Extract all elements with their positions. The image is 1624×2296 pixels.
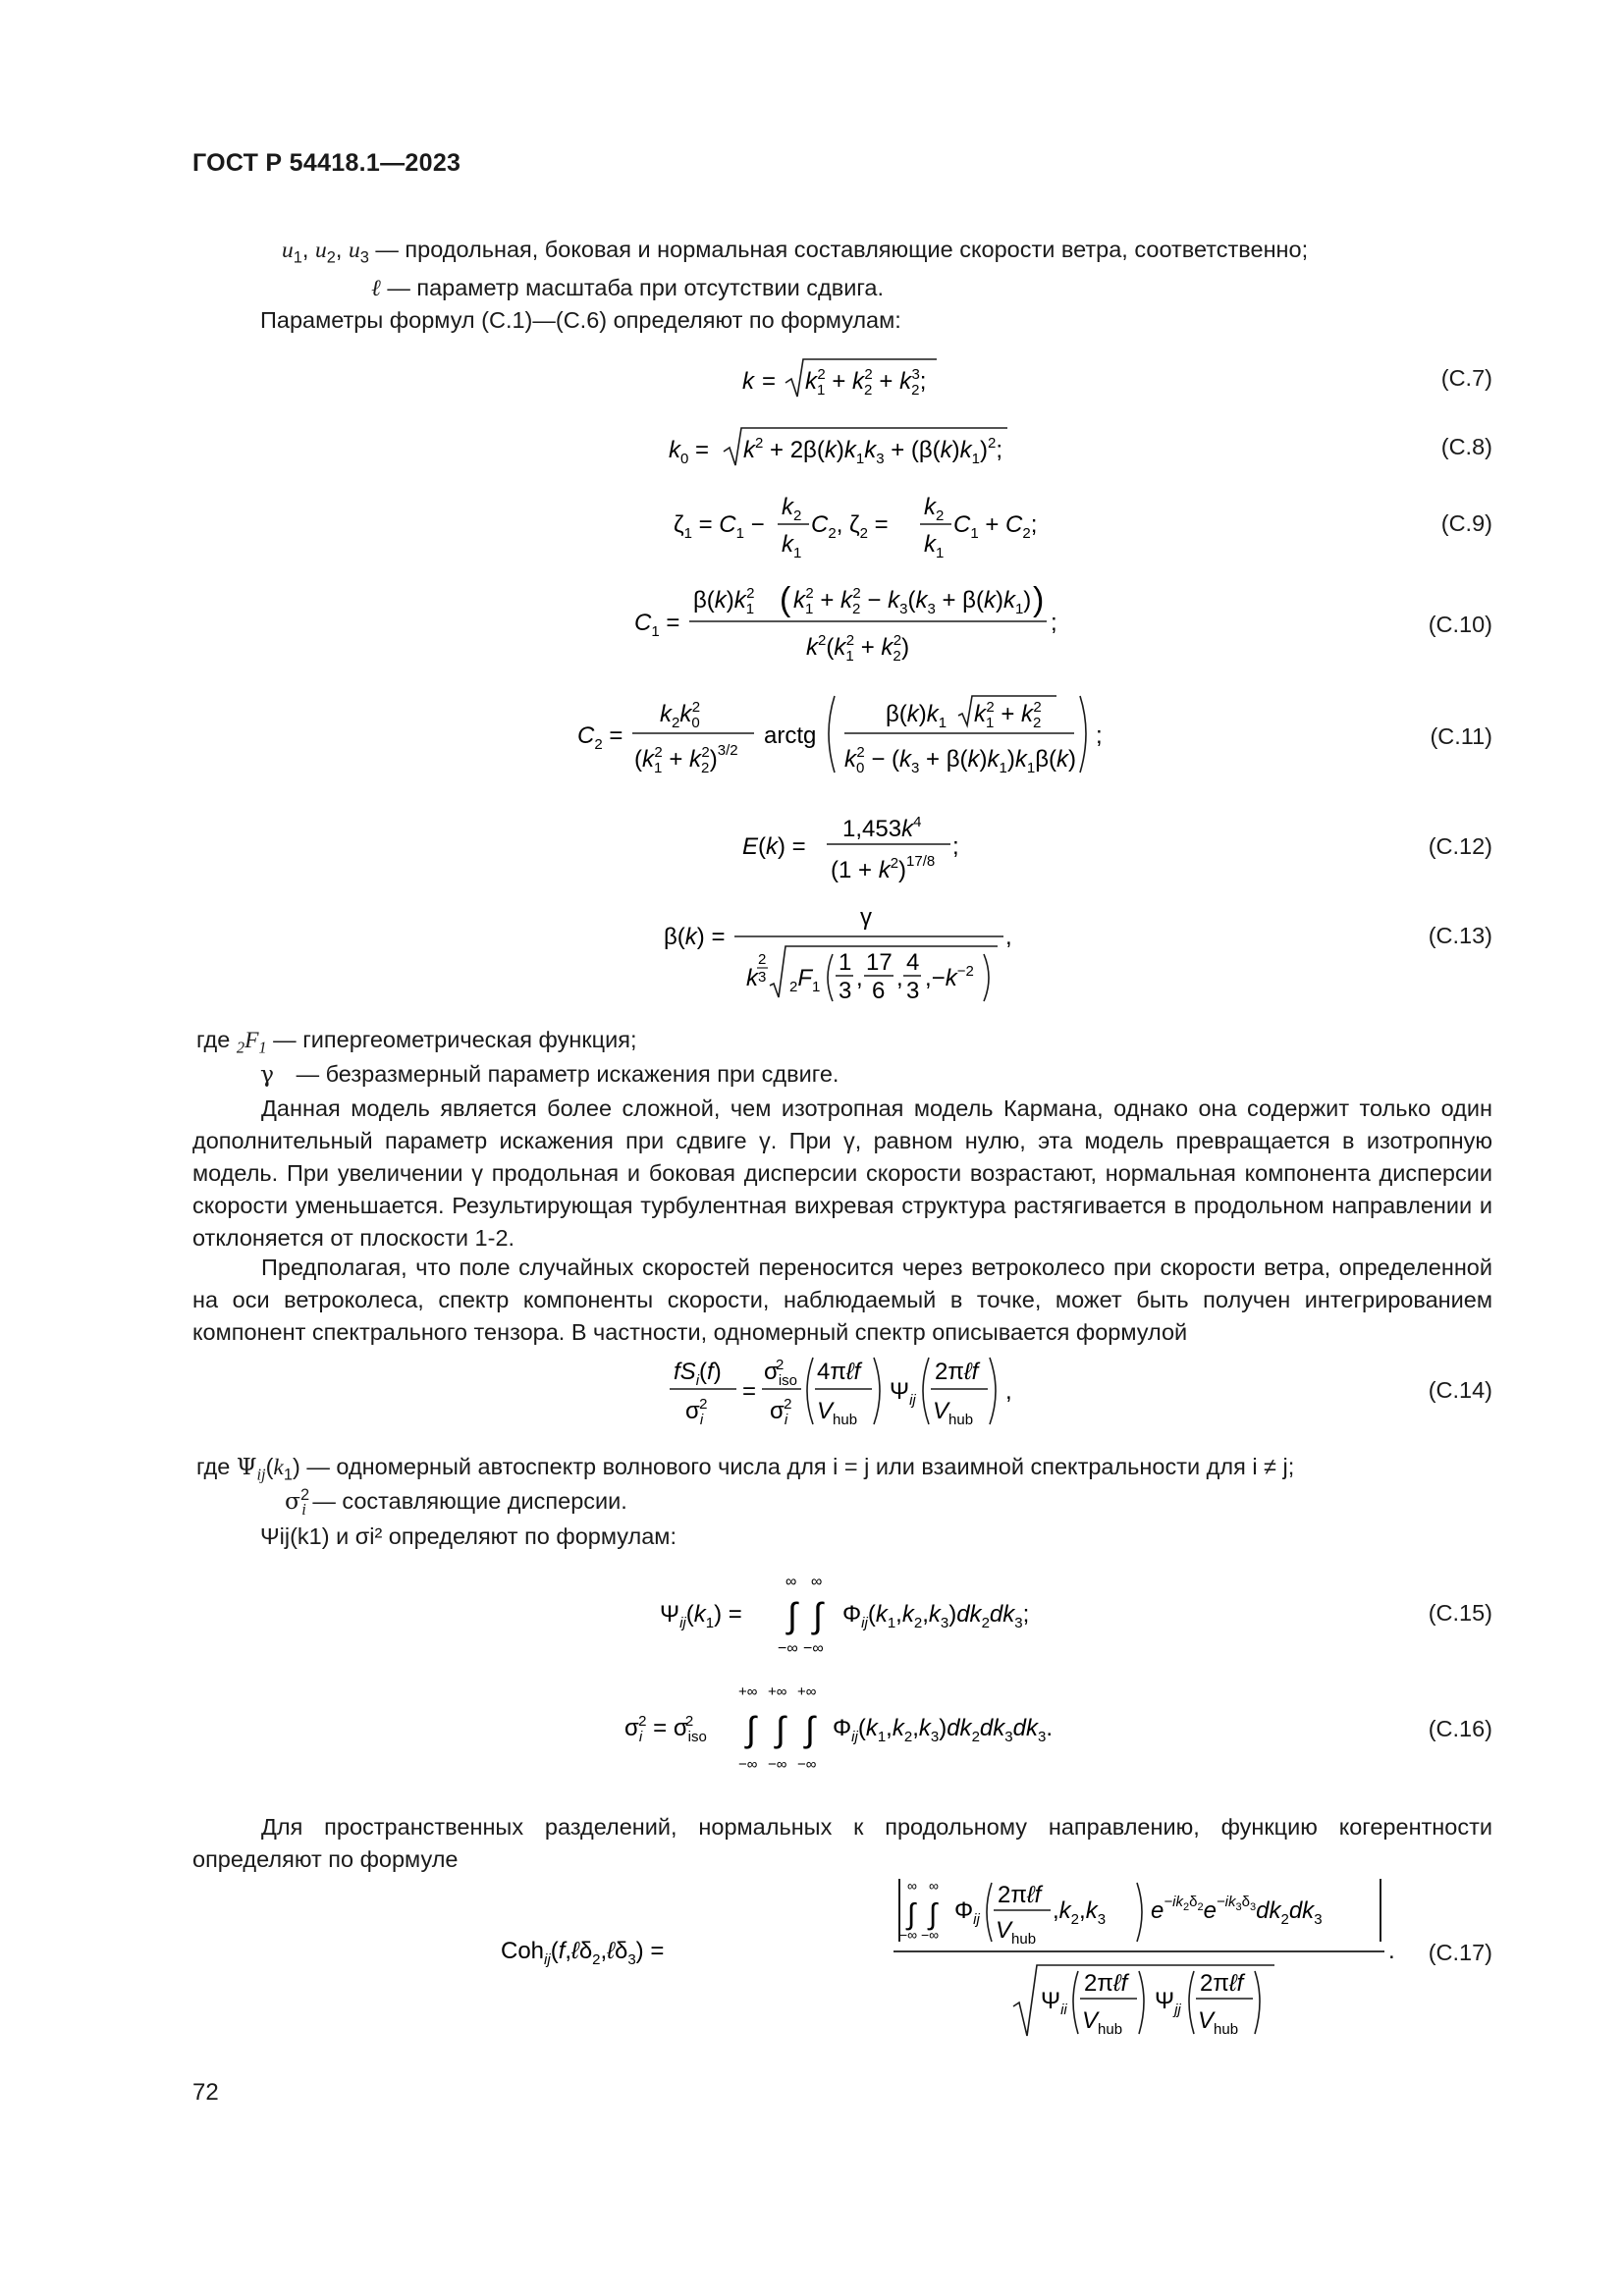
svg-text:): ) — [1033, 581, 1045, 618]
svg-text:(: ( — [780, 581, 791, 618]
svg-text:17: 17 — [866, 949, 893, 976]
equation-c7 — [192, 355, 1492, 404]
svg-text:+∞: +∞ — [797, 1683, 817, 1700]
svg-text:∫: ∫ — [787, 1595, 797, 1635]
equation-c13-number: (С.13) — [1428, 923, 1492, 948]
svg-text:β(k)k12: $\beta(k)k_12$ — [693, 585, 755, 617]
equation-c14 — [192, 1350, 1492, 1433]
svg-text:σi2: $\sigma_i2$ — [685, 1396, 708, 1428]
equation-c7-number: (С.7) — [1440, 365, 1492, 391]
page-number: 72 — [192, 2079, 219, 2106]
svg-text:(k12 + k22)3/2: $(k_12 + k_22)^{3/2}$ — [634, 742, 738, 776]
svg-text:γ: γ — [860, 904, 872, 931]
svg-text:Ψii: $\Psi_{ii}$ — [1041, 1988, 1067, 2018]
definition-gamma — [260, 1058, 839, 1091]
svg-text:Cohij(f,ℓδ2,ℓδ3) =: Coh$_{ij}$(f,ℓδ$_2$,ℓδ$_3$) = — [501, 1938, 665, 1968]
svg-text:k0 =: $k_0$ = — [669, 437, 710, 467]
formula-intro: Параметры формул (С.1)—(С.6) определяют по формулам: — [260, 307, 901, 333]
svg-text:Φij(k1,k2,k3)dk2dk3dk3.: $\Phi_{ij}(k_1,k_2,k_3)dk_2dk_3dk_3$. — [833, 1715, 1053, 1745]
svg-text:ζ1 = C1 −: $\zeta_1 = C_1$ − — [674, 511, 765, 542]
equation-c10 — [192, 574, 1492, 667]
svg-text:arctg: arctg — [764, 722, 817, 749]
svg-text:k2(k12 + k22): $k^2(k_12 + k_22)$ — [806, 632, 910, 665]
equation-c12-body — [742, 807, 978, 892]
svg-text:β(k) =: β(k) = — [664, 924, 726, 950]
document-header: ГОСТ Р 54418.1—2023 — [192, 149, 461, 177]
svg-text:4πℓf: 4πℓf — [817, 1359, 861, 1385]
equation-c13 — [192, 901, 1492, 1009]
svg-text:∫: ∫ — [776, 1709, 785, 1749]
equation-c8 — [192, 424, 1492, 473]
svg-text:β(k)k1: $\beta(k)k_1$ — [886, 701, 947, 731]
svg-text:∫: ∫ — [929, 1898, 938, 1931]
equation-c16-body — [624, 1681, 1096, 1782]
equation-c14-number: (С.14) — [1428, 1377, 1492, 1403]
svg-text:2πℓf: 2πℓf — [998, 1882, 1042, 1908]
paragraph-model-description: Данная модель является более сложной, чем изотропная модель Кармана, однако она содержит только один дополнительный параметр искажения при сдвиге γ. При γ, равном нулю, эта модель превращается в изотропную модель. При увеличении γ продольная и боковая дисперсии скорости возрастают, нормальная компонента дисперсии скорости уменьшается. Результирующая турбулентная вихревая структура растягивается в продольном направлении и отклоняется от плоскости 1-2. — [192, 1095, 1492, 1251]
svg-text:k02 − (k3 + β(k)k1)k1β(k): $k_02 - (k_3 + \beta(k)k_1)k_1\beta(k)$ — [844, 744, 1077, 776]
svg-text:k2 + 2β(k)k1k3 + (β(k)k1)2;: $k^2 + 2\beta(k)k_1k_3 + (\beta(k)k_1)^2$; — [743, 435, 1003, 467]
svg-text:3: 3 — [906, 978, 920, 1004]
where-label-2: где — [196, 1454, 231, 1479]
svg-text:,k2,k3: $,k_2,k_3$ — [1053, 1897, 1107, 1928]
svg-text:2πℓf: 2πℓf — [1084, 1970, 1128, 1997]
definition-f21: где $_2F_1$ — гипергеометрическая функция; — [196, 1027, 637, 1057]
definition-scale-text: — параметр масштаба при отсутствии сдвига. — [387, 275, 885, 300]
equation-c17-body — [501, 1875, 1404, 2049]
equation-c11-body — [577, 682, 1137, 797]
paragraph-coherence: Для пространственных разделений, нормальных к продольному направлению, функцию когерентности определяют по формуле — [192, 1814, 1492, 1872]
svg-text:2πℓf: 2πℓf — [1200, 1970, 1244, 1997]
svg-text:−∞: −∞ — [921, 1927, 940, 1943]
svg-text:2F1: $_2F_1$ — [789, 965, 821, 995]
ell-symbol: ℓ — [371, 276, 381, 301]
equation-c16 — [192, 1681, 1492, 1775]
svg-text:,: , — [1005, 924, 1012, 950]
svg-text:(1 + k2)17/8: $(1 + k^2)^{17/8}$ — [831, 853, 936, 883]
svg-text:6: 6 — [872, 978, 886, 1004]
svg-text:−∞: −∞ — [768, 1756, 787, 1773]
svg-text:=: = — [742, 1378, 757, 1405]
svg-text:∫: ∫ — [813, 1595, 823, 1635]
equation-c9-number: (С.9) — [1440, 510, 1492, 536]
equation-c9 — [192, 491, 1492, 560]
svg-text:,: , — [1005, 1378, 1012, 1405]
definition-gamma-text: — безразмерный параметр искажения при сдвиге. — [296, 1061, 839, 1087]
determined-by: Ψij(k1) и σi² определяют по формулам: — [260, 1523, 677, 1549]
svg-text:−∞: −∞ — [803, 1640, 824, 1657]
equation-c11 — [192, 682, 1492, 790]
svg-text:k: k — [746, 965, 758, 991]
gamma-symbol: γ — [260, 1060, 275, 1088]
svg-text:∫: ∫ — [805, 1709, 815, 1749]
svg-text:C2 =: $C_2$ = — [577, 722, 623, 753]
definition-psi-text: — одномерный автоспектр волнового числа для i = j или взаимной спектральности для i ≠ j; — [306, 1454, 1295, 1479]
svg-text:k1: $k_1$ — [782, 531, 802, 561]
svg-text:fSi(f): $fS_i(f)$ — [674, 1359, 722, 1389]
svg-text:k2: $k_2$ — [782, 494, 802, 524]
svg-text:−∞: −∞ — [738, 1756, 758, 1773]
svg-text:∞: ∞ — [929, 1878, 939, 1894]
svg-text:C1 =: $C_1$ = — [634, 610, 680, 640]
svg-text:∞: ∞ — [907, 1878, 917, 1894]
equation-c17 — [192, 1875, 1492, 2042]
svg-text:,: , — [896, 965, 903, 991]
svg-text:k2k02: $k_2k_02$ — [660, 699, 701, 731]
svg-text:4: 4 — [906, 949, 920, 976]
definition-u-text: — продольная, боковая и нормальная составляющие скорости ветра, соответственно; — [375, 237, 1309, 262]
svg-text:;: ; — [1051, 610, 1057, 636]
equation-c14-body — [670, 1350, 1043, 1440]
svg-text:∫: ∫ — [746, 1709, 756, 1749]
svg-text:+∞: +∞ — [768, 1683, 787, 1700]
svg-text:Ψij: $\Psi_{ij}$ — [890, 1378, 916, 1409]
equation-c11-number: (С.11) — [1430, 723, 1492, 749]
svg-text:3: 3 — [758, 969, 767, 986]
svg-text:,: , — [856, 965, 863, 991]
svg-text:−∞: −∞ — [797, 1756, 817, 1773]
equation-c15 — [192, 1571, 1492, 1659]
equation-c7-body — [742, 355, 978, 411]
equation-c10-body — [634, 574, 1066, 674]
svg-text:Vhub: $V_{hub}$ — [996, 1917, 1037, 1948]
svg-text:∫: ∫ — [907, 1898, 916, 1931]
svg-text:Φij(k1,k2,k3)dk2dk3;: $\Phi_{ij}(k_1,k_2,k_3)dk_2dk_3$; — [842, 1601, 1030, 1631]
svg-text:k12 + k22 + k23;: $k_12 + k_22 + k_23$; — [805, 366, 927, 399]
equation-c12 — [192, 807, 1492, 885]
equation-c17-number: (С.17) — [1428, 1940, 1492, 1965]
svg-text:2: 2 — [758, 951, 767, 968]
svg-text:.: . — [1388, 1938, 1395, 1964]
svg-text:=: = — [762, 368, 777, 395]
svg-text:∞: ∞ — [811, 1574, 823, 1590]
svg-text:2πℓf: 2πℓf — [935, 1359, 979, 1385]
svg-text:e−ik2δ2e−ik3δ3dk2dk3: $e^{-ik}2\delta 2e^{-ik}3\delta 3dk_2dk_3$ — [1151, 1894, 1323, 1928]
svg-text:Φij: $\Phi_{ij}$ — [954, 1897, 980, 1928]
svg-text:k: k — [742, 368, 754, 395]
definition-f21-text: — гипергеометрическая функция; — [273, 1027, 637, 1052]
svg-text:+∞: +∞ — [738, 1683, 758, 1700]
equation-c8-number: (С.8) — [1440, 434, 1492, 459]
svg-text:k1: $k_1$ — [924, 531, 945, 561]
definition-scale — [371, 272, 884, 305]
equation-c10-number: (С.10) — [1428, 612, 1492, 637]
definition-sigma-text: — составляющие дисперсии. — [312, 1488, 627, 1514]
svg-text:Vhub: $V_{hub}$ — [817, 1398, 858, 1428]
svg-text:σiso2: $\sigma_{iso}2$ — [764, 1357, 797, 1389]
equation-c13-body — [664, 901, 1037, 1016]
equation-c12-number: (С.12) — [1428, 833, 1492, 859]
svg-text:;: ; — [952, 833, 959, 860]
svg-text:1,453k4: $1,453k^4$ — [842, 814, 922, 842]
svg-text:∞: ∞ — [785, 1574, 797, 1590]
definition-psi: где $\Psi_{ij}(k_1)$ — одномерный автоспектр волнового числа для i = j или взаимной спектральности для i ≠ j; — [196, 1453, 1295, 1484]
equation-c9-body — [674, 491, 1047, 566]
svg-text:;: ; — [1096, 722, 1103, 749]
svg-text:Vhub: $V_{hub}$ — [933, 1398, 974, 1428]
where-label: где — [196, 1027, 231, 1052]
svg-text:σi2 = σiso2: $\sigma_i2 = \sigma_{iso}2$ — [624, 1713, 707, 1745]
svg-text:k12 + k22: $k_12 + k_22$ — [974, 699, 1042, 731]
svg-text:3: 3 — [839, 978, 852, 1004]
svg-text:C1 + C2;: $C_1 + C_2$; — [953, 511, 1038, 542]
definition-sigma: $\sigma^2_i$ — составляющие дисперсии. — [285, 1486, 627, 1519]
svg-text:k12 + k22 − k3(k3 + β(k)k1): $k_12 + k_22 - k_3(k_3 + \beta(k)k_1)$ — [793, 585, 1032, 617]
equation-c16-number: (С.16) — [1428, 1716, 1492, 1741]
definition-u: $u_1$, $u_2$, $u_3$ — продольная, боковая и нормальная составляющие скорости ветра, соответственно; — [282, 237, 1309, 267]
svg-text:,−k−2: $,-k^{-2}$ — [925, 963, 974, 991]
equation-c15-number: (С.15) — [1428, 1600, 1492, 1626]
svg-text:1: 1 — [839, 949, 852, 976]
svg-text:Vhub: $V_{hub}$ — [1198, 2007, 1239, 2038]
svg-text:−∞: −∞ — [899, 1927, 918, 1943]
svg-text:−∞: −∞ — [778, 1640, 798, 1657]
paragraph-spectrum: Предполагая, что поле случайных скоростей переносится через ветроколесо при скорости ветра, определенной на оси ветроколеса, спектр компоненты скорости, наблюдаемый в точке, может быть получен интегрированием компонент спектрального тензора. В частности, одномерный спектр описывается формулой — [192, 1255, 1492, 1345]
equation-c15-body — [660, 1571, 1072, 1666]
svg-text:k2: $k_2$ — [924, 494, 945, 524]
equation-c8-body — [669, 424, 1042, 480]
svg-text:E(k) =: E(k) = — [742, 833, 806, 860]
svg-text:Ψjj: $\Psi_{jj}$ — [1155, 1988, 1181, 2018]
svg-text:Vhub: $V_{hub}$ — [1082, 2007, 1123, 2038]
svg-text:σi2: $\sigma_i2$ — [770, 1396, 792, 1428]
svg-text:C2, ζ2 =: $C_2$, $\zeta_2$ = — [811, 511, 889, 542]
svg-text:Ψij(k1) =: $\Psi_{ij}(k_1)$ = — [660, 1601, 742, 1631]
